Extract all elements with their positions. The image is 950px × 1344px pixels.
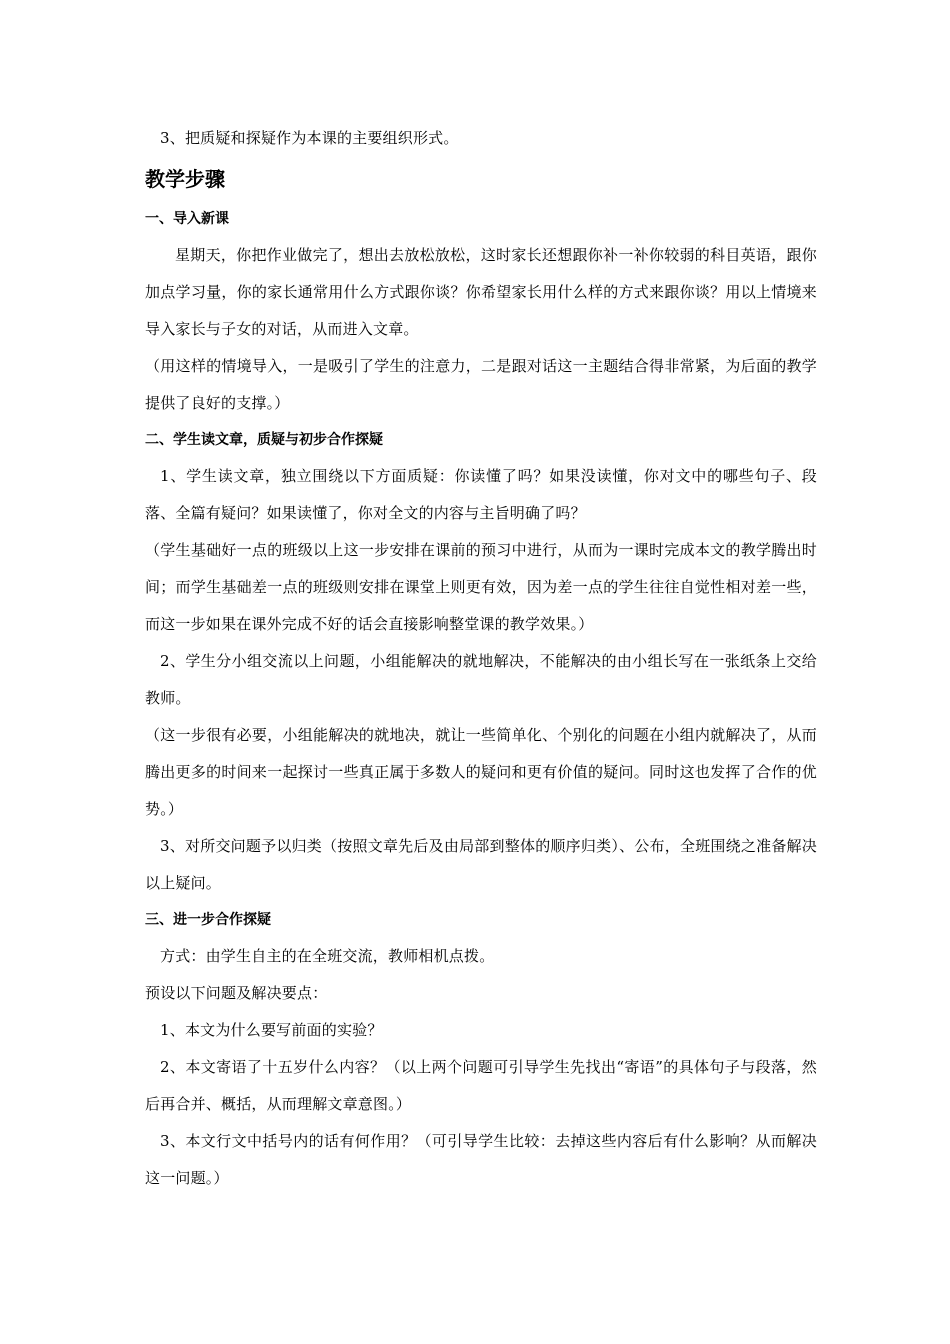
paragraph-preset: 预设以下问题及解决要点： [145, 984, 328, 1002]
section-title-steps: 教学步骤 [145, 167, 225, 191]
paragraph-note-1: （用这样的情境导入，一是吸引了学生的注意力，二是跟对话这一主题结合得非常紧，为后面的教学提供了良好的支撑。） [145, 357, 817, 412]
question-1: 1、本文为什么要写前面的实验？ [160, 1021, 383, 1039]
paragraph-intro-scenario: 星期天，你把作业做完了，想出去放松放松，这时家长还想跟你补一补你较弱的科目英语，跟你加点学习量，你的家长通常用什么方式跟你谈？你希望家长用什么样的方式来跟你谈？用以上情境来导入家长与子女的对话，从而进入文章。 [145, 246, 817, 338]
paragraph-step-2-2: 2、学生分小组交流以上问题，小组能解决的就地解决，不能解决的由小组长写在一张纸条上交给教师。 [145, 652, 817, 707]
intro-point-3: 3、把质疑和探疑作为本课的主要组织形式。 [160, 129, 459, 147]
section-heading-3: 三、进一步合作探疑 [145, 912, 271, 928]
section-heading-1: 一、导入新课 [145, 211, 229, 227]
question-2: 2、本文寄语了十五岁什么内容？（以上两个问题可引导学生先找出“寄语”的具体句子与段落，然后再合并、概括，从而理解文章意图。） [145, 1058, 817, 1113]
paragraph-method: 方式：由学生自主的在全班交流，教师相机点拨。 [160, 947, 495, 965]
paragraph-note-2-2: （这一步很有必要，小组能解决的就地决，就让一些简单化、个别化的问题在小组内就解决了，从而腾出更多的时间来一起探讨一些真正属于多数人的疑问和更有价值的疑问。同时这也发挥了合作的优势。） [145, 726, 817, 818]
document-page [145, 120, 817, 1197]
paragraph-step-2-3: 3、对所交问题予以归类（按照文章先后及由局部到整体的顺序归类）、公布，全班围绕之准备解决以上疑问。 [145, 837, 817, 892]
section-heading-2: 二、学生读文章，质疑与初步合作探疑 [145, 432, 383, 448]
question-3: 3、本文行文中括号内的话有何作用？（可引导学生比较：去掉这些内容后有什么影响？从而解决这一问题。） [145, 1132, 817, 1187]
paragraph-note-2-1: （学生基础好一点的班级以上这一步安排在课前的预习中进行，从而为一课时完成本文的教学腾出时间；而学生基础差一点的班级则安排在课堂上则更有效，因为差一点的学生往往自觉性相对差一些，而这一步如果在课外完成不好的话会直接影响整堂课的教学效果。） [145, 541, 817, 633]
paragraph-step-2-1: 1、学生读文章，独立围绕以下方面质疑：你读懂了吗？如果没读懂，你对文中的哪些句子、段落、全篇有疑问？如果读懂了，你对全文的内容与主旨明确了吗？ [145, 467, 817, 522]
